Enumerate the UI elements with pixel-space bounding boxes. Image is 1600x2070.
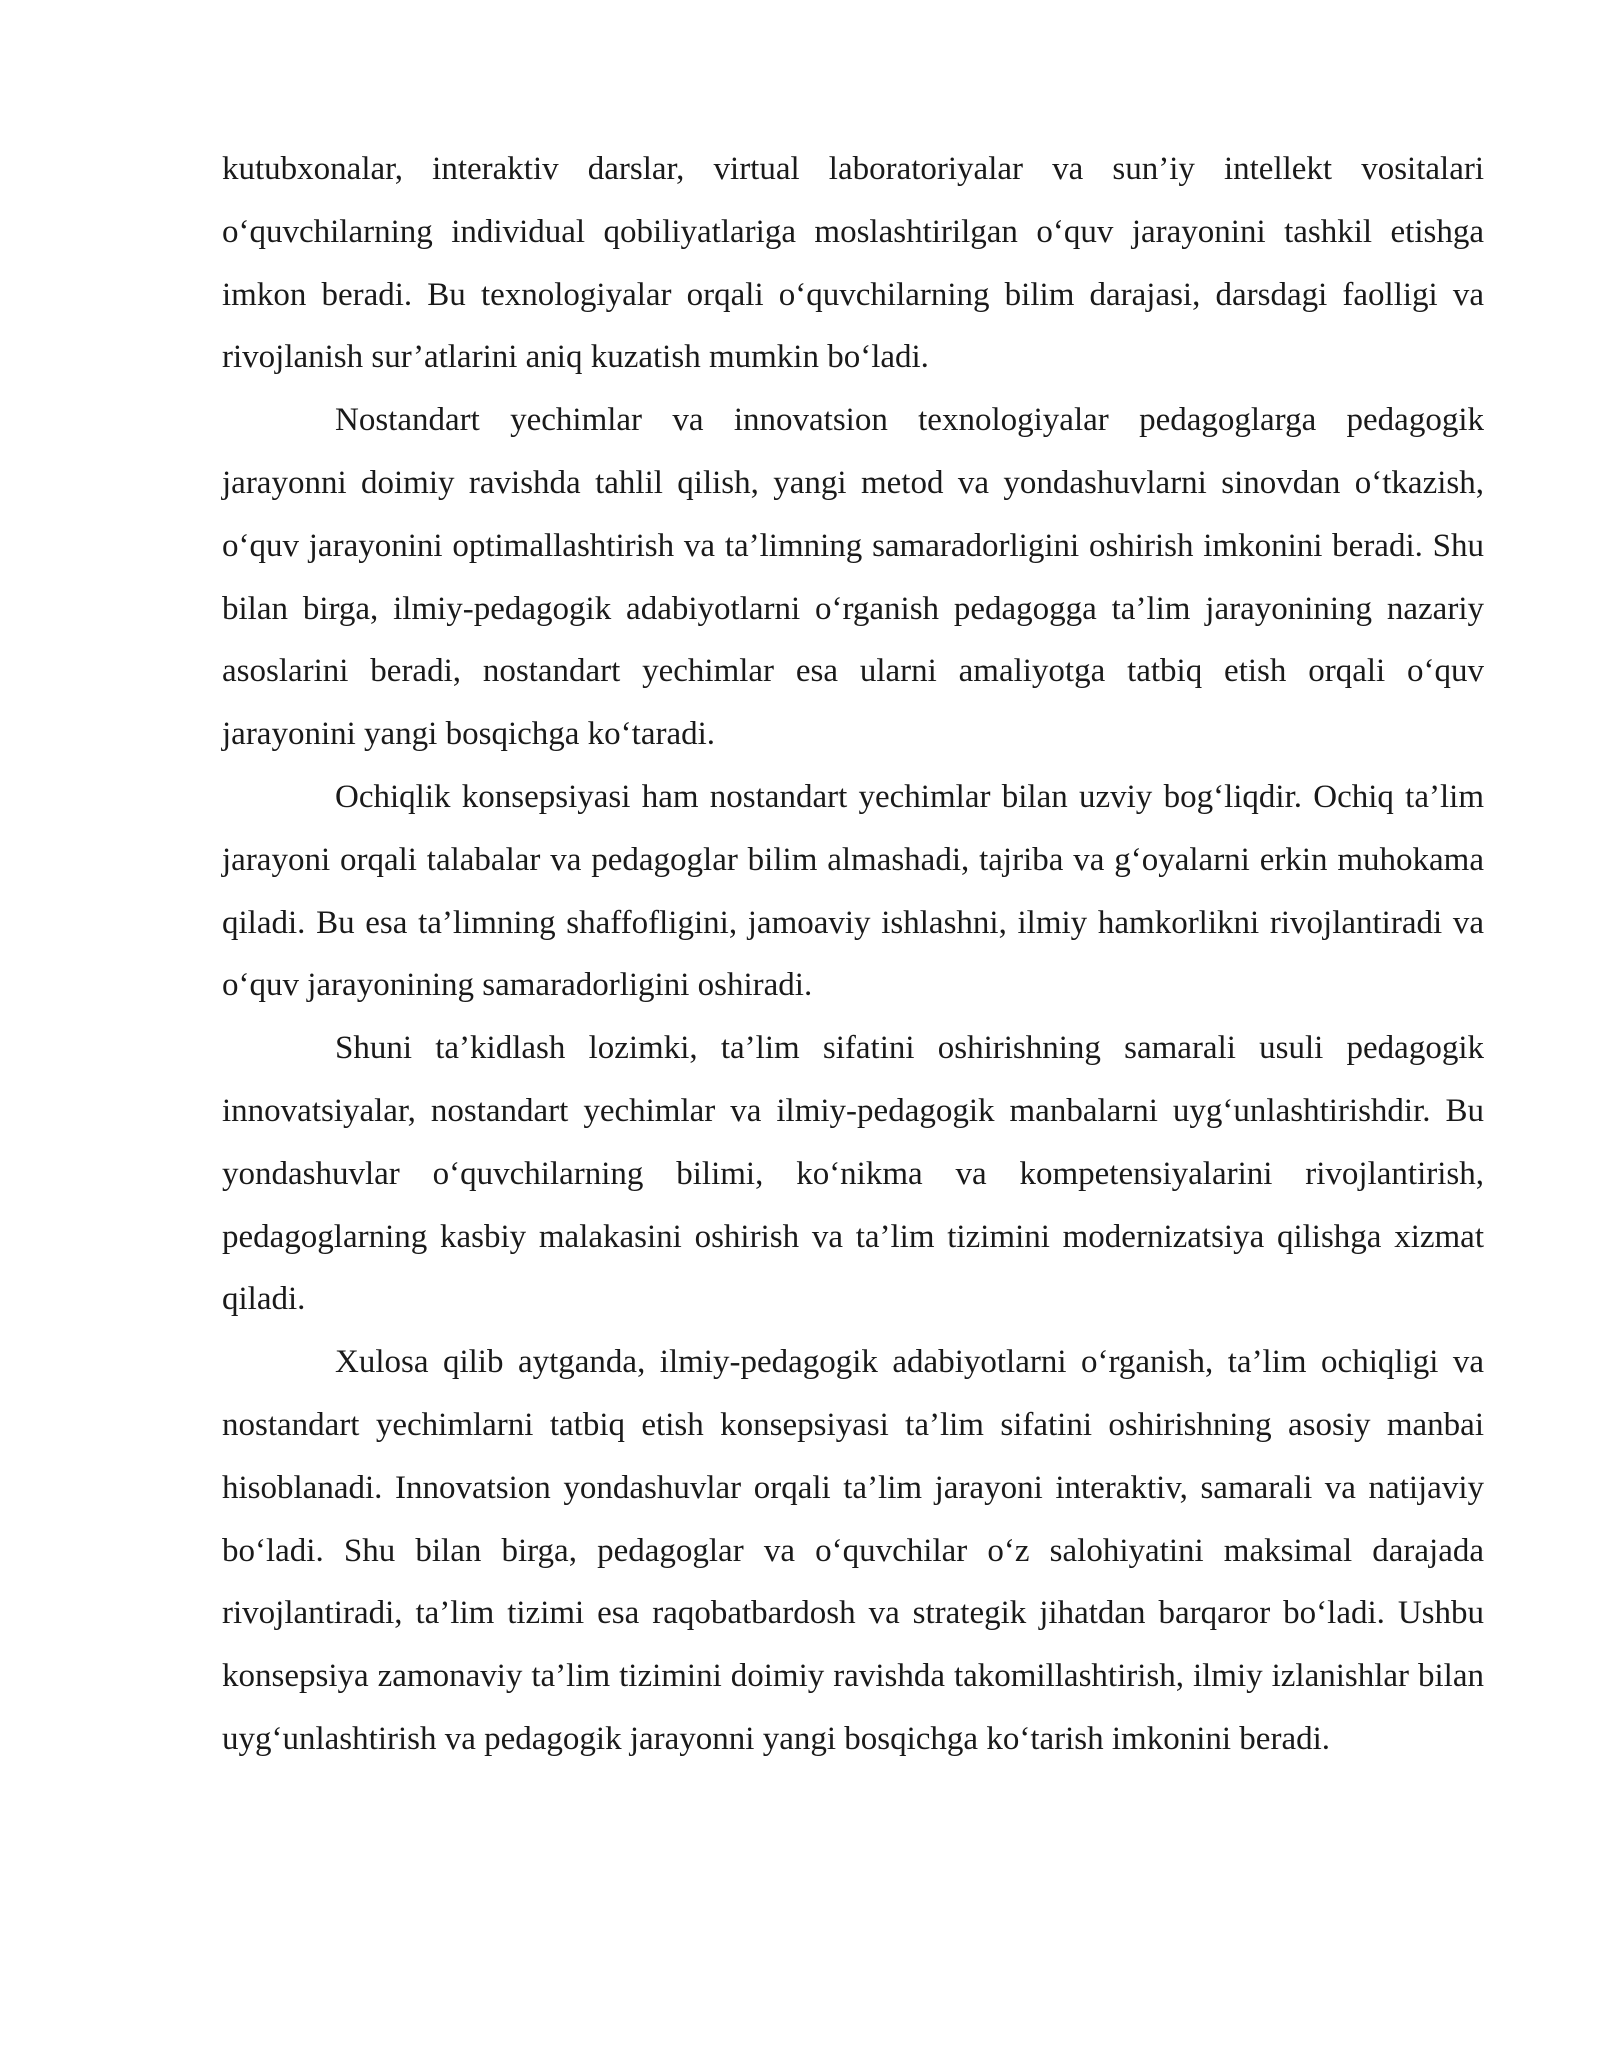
- paragraph-openness-concept: Ochiqlik konsepsiyasi ham nostandart yechimlar bilan uzviy bog‘liqdir. Ochiq ta’lim jarayoni orqali talabalar va pedagoglar bilim almashadi, tajriba va g‘oyalarni erkin muhokama qiladi. Bu esa ta’limning shaffofligini, jamoaviy ishlashni, ilmiy hamkorlikni rivojlantiradi va o‘quv jarayonining samaradorligini oshiradi.: [222, 778, 1484, 1004]
- paragraph-conclusion: Xulosa qilib aytganda, ilmiy-pedagogik adabiyotlarni o‘rganish, ta’lim ochiqligi va nostandart yechimlarni tatbiq etish konsepsiyasi ta’lim sifatini oshirishning asosiy manbai hisoblanadi. Innovatsion yondashuvlar orqali ta’lim jarayoni interaktiv, samarali va natijaviy bo‘ladi. Shu bilan birga, pedagoglar va o‘quvchilar o‘z salohiyatini maksimal darajada rivojlantiradi, ta’lim tizimi esa raqobatbardosh va strategik jihatdan barqaror bo‘ladi. Ushbu konsepsiya zamonaviy ta’lim tizimini doimiy ravishda takomillashtirish, ilmiy izlanishlar bilan uyg‘unlashtirish va pedagogik jarayonni yangi bosqichga ko‘tarish imkonini beradi.: [222, 1344, 1484, 1757]
- paragraph-quality-methods: Shuni ta’kidlash lozimki, ta’lim sifatini oshirishning samarali usuli pedagogik innovatsiyalar, nostandart yechimlar va ilmiy-pedagogik manbalarni uyg‘unlashtirishdir. Bu yondashuvlar o‘quvchilarning bilimi, ko‘nikma va kompetensiyalarini rivojlantirish, pedagoglarning kasbiy malakasini oshirish va ta’lim tizimini modernizatsiya qilishga xizmat qiladi.: [222, 1030, 1484, 1318]
- paragraph-innovative-technologies: Nostandart yechimlar va innovatsion texnologiyalar pedagoglarga pedagogik jarayonni doimiy ravishda tahlil qilish, yangi metod va yondashuvlarni sinovdan o‘tkazish, o‘quv jarayonini optimallashtirish va ta’limning samaradorligini oshirish imkonini beradi. Shu bilan birga, ilmiy-pedagogik adabiyotlarni o‘rganish pedagogga ta’lim jarayonining nazariy asoslarini beradi, nostandart yechimlar esa ularni amaliyotga tatbiq etish orqali o‘quv jarayonini yangi bosqichga ko‘taradi.: [222, 402, 1484, 753]
- document-body: [222, 138, 1484, 1771]
- paragraph-continuation: kutubxonalar, interaktiv darslar, virtual laboratoriyalar va sun’iy intellekt vositalari o‘quvchilarning individual qobiliyatlariga moslashtirilgan o‘quv jarayonini tashkil etishga imkon beradi. Bu texnologiyalar orqali o‘quvchilarning bilim darajasi, darsdagi faolligi va rivojlanish sur’atlarini aniq kuzatish mumkin bo‘ladi.: [222, 151, 1484, 376]
